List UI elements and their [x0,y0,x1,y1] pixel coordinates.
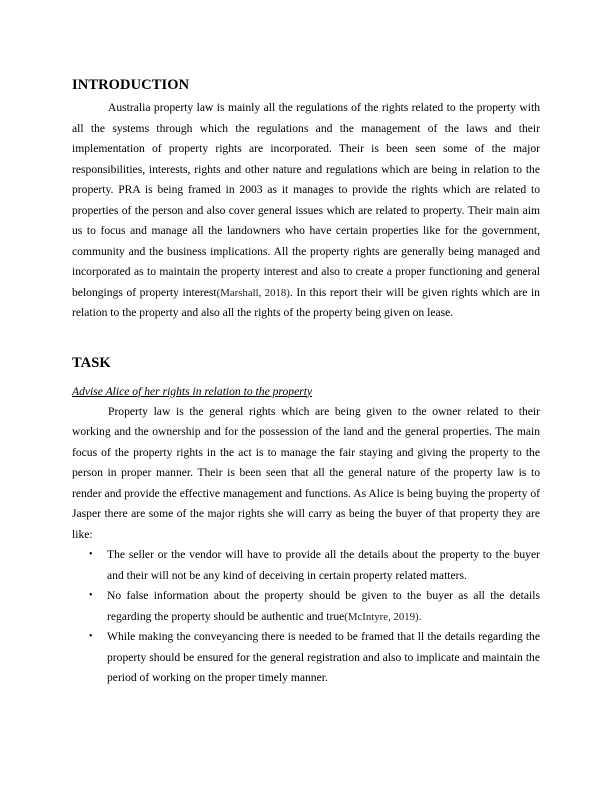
introduction-paragraph [72,98,540,324]
list-item-citation: (McIntyre, 2019). [344,610,422,623]
task-subheading: Advise Alice of her rights in relation to the property [72,384,313,398]
document-page [72,76,540,689]
introduction-heading: INTRODUCTION [72,77,190,93]
introduction-text-tail: . In this report their will be given rights which are in relation to the property and also all the rights of the property being given on lease. [72,285,540,319]
introduction-text: Australia property law is mainly all the regulations of the rights related to the property with all the systems through which the regulations and the management of the laws and their implementation of property rights are incorporated. Their is been seen some of the major responsibilities, interests, rights and other nature and regulations which are being in relation to the property. PRA is being framed in 2003 as it manages to provide the rights which are related to properties of the person and also cover general issues which are related to property. Their main aim us to focus and manage all the landowners who have certain properties like for the government, community and the business implications. All the property rights are generally being managed and incorporated as to maintain the property interest and also to create a proper functioning and general belongings of property interest [72,101,540,299]
list-item [72,627,540,689]
bullet-icon: • [89,590,93,601]
list-item-text: While making the conveyancing there is needed to be framed that ll the details regarding the property should be ensured for the general registration and also to implicate and maintain the period of working on the proper timely manner. [107,630,540,684]
task-paragraph: Property law is the general rights which are being given to the owner related to their working and the ownership and for the possession of the land and the general properties. The main focus of the property rights in the act is to manage the fair staying and giving the property to the person in proper manner. Their is been seen that all the general nature of the property law is to render and provide the effective management and functions. As Alice is being buying the property of Jasper there are some of the major rights she will carry as being the buyer of that property they are like: [72,404,540,541]
introduction-citation: (Marshall, 2018) [216,286,290,299]
list-item-text: The seller or the vendor will have to provide all the details about the property to the buyer and their will not be any kind of deceiving in certain property related matters. [107,548,540,582]
list-item [72,545,540,586]
bullet-icon: • [89,549,93,560]
list-item [72,586,540,627]
rights-list [72,545,540,689]
bullet-icon: • [89,631,93,642]
list-item-text: No false information about the property should be given to the buyer as all the details regarding the property should be authentic and true [107,589,540,623]
task-heading: TASK [72,354,111,371]
